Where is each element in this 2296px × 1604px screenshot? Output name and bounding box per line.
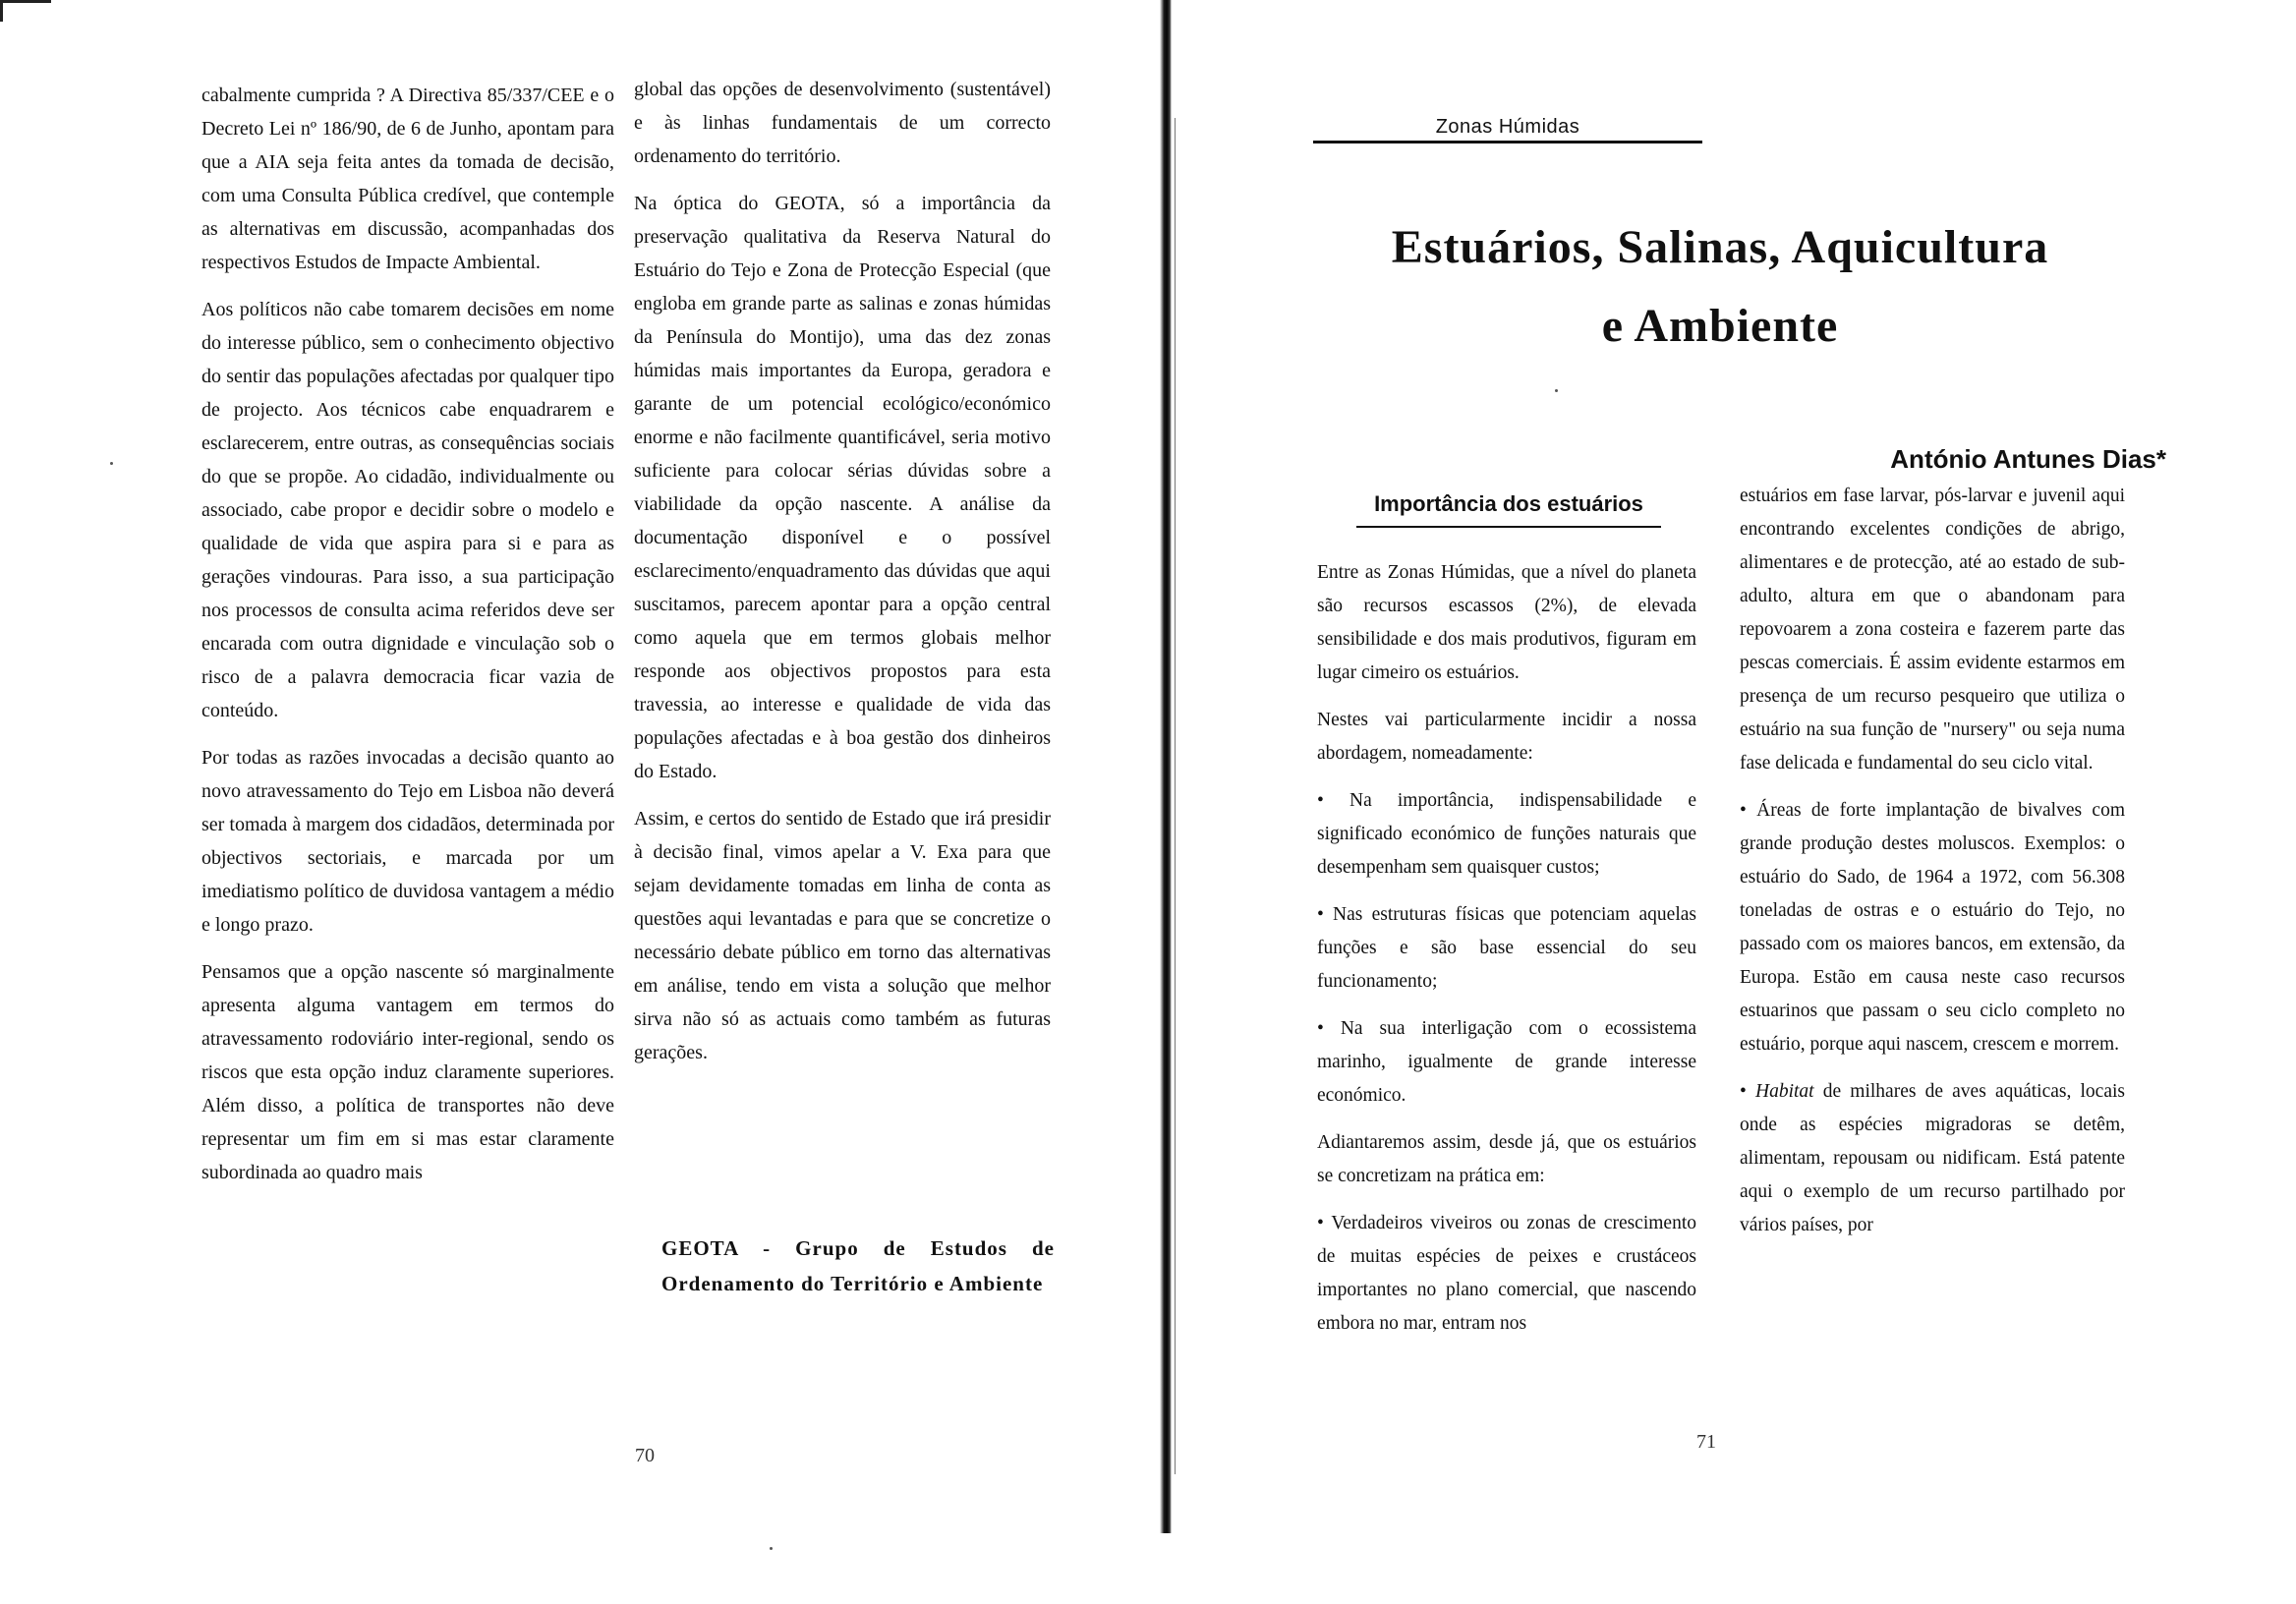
author-name: António Antunes Dias* (1890, 444, 2166, 474)
scan-speck (770, 1547, 773, 1550)
paragraph: Adiantaremos assim, desde já, que os estuários se concretizam na prática em: (1317, 1132, 1696, 1186)
left-page-column-1 (201, 79, 614, 1203)
subheading-rule (1356, 526, 1661, 528)
page-number-left: 70 (635, 1445, 655, 1466)
bullet: • (1740, 1081, 1755, 1102)
paragraph-text: de milhares de aves aquáticas, locais onde as espécies migradoras se detêm, alimentam, repousam ou nidificam. Está patente aqui o exemplo de um recurso partilhado por vários países, por (1740, 1081, 2125, 1235)
scan-speck (110, 462, 113, 465)
scan-speck (1555, 389, 1558, 392)
paragraph: estuários em fase larvar, pós-larvar e juvenil aqui encontrando excelentes condições de abrigo, alimentares e de protecção, até ao estado de sub-adulto, altura em que o abandonam para repovoarem a zona costeira e fazerem parte das pescas comerciais. É assim evidente estarmos em presença de um recurso pesqueiro que utiliza o estuário na sua função de "nursery" ou seja numa fase delicada e fundamental do seu ciclo vital. (1740, 486, 2125, 773)
paragraph: global das opções de desenvolvimento (sustentável) e às linhas fundamentais de um correcto ordenamento do território. (634, 79, 1051, 167)
book-gutter-shadow (1160, 0, 1172, 1533)
italic-term: Habitat (1754, 1081, 1814, 1102)
article-title (1307, 208, 2133, 366)
bullet-paragraph: • Verdadeiros viveiros ou zonas de crescimento de muitas espécies de peixes e crustáceos importantes no plano comercial, que nascendo embora no mar, entram nos (1317, 1213, 1696, 1334)
paragraph: Entre as Zonas Húmidas, que a nível do planeta são recursos escassos (2%), de elevada sensibilidade e dos mais produtivos, figuram em lugar cimeiro os estuários. (1317, 562, 1696, 683)
right-page-column-2 (1740, 480, 2125, 1256)
paragraph: Na óptica do GEOTA, só a importância da preservação qualitativa da Reserva Natural do Estuário do Tejo e Zona de Protecção Especial (que engloba em grande parte as salinas e zonas húmidas da Península do Montijo), uma das dez zonas húmidas mais importantes da Europa, geradora e garante de um potencial ecológico/económico enorme e não facilmente quantificável, seria motivo suficiente para colocar sérias dúvidas sobre a viabilidade da opção nascente. A análise da documentação disponível e o possível esclarecimento/enquadramento das dúvidas que aqui suscitamos, parecem apontar para a opção central como aquela que em termos globais melhor responde aos objectivos propostos para esta travessia, ao interesse e qualidade de vida das populações afectadas e à boa gestão dos dinheiros do Estado. (634, 193, 1051, 782)
crop-mark (0, 0, 51, 3)
paragraph: Aos políticos não cabe tomarem decisões em nome do interesse público, sem o conhecimento objectivo do sentir das populações afectadas por qualquer tipo de projecto. Aos técnicos cabe enquadrarem e esclarecerem, entre outras, as consequências sociais do que se propõe. Ao cidadão, individualmente ou associado, cabe propor e decidir sobre o modelo e qualidade de vida que aspira para si e para as gerações vindouras. Para isso, a sua participação nos processos de consulta acima referidos deve ser encarada com outra dignidade e vinculação sob o risco de a palavra democracia ficar vazia de conteúdo. (201, 299, 614, 721)
paragraph: cabalmente cumprida ? A Directiva 85/337/CEE e o Decreto Lei nº 186/90, de 6 de Junho, apontam para que a AIA seja feita antes da tomada de decisão, com uma Consulta Pública credível, que contemple as alternativas em discussão, acompanhadas dos respectivos Estudos de Impacte Ambiental. (201, 85, 614, 273)
subheading: Importância dos estuários (1374, 491, 1643, 516)
page-number-right: 71 (1696, 1431, 1716, 1453)
bullet-paragraph: • Nas estruturas físicas que potenciam aquelas funções e são base essencial do seu funcionamento; (1317, 904, 1696, 992)
bullet-paragraph: • Áreas de forte implantação de bivalves com grande produção destes moluscos. Exemplos: o estuário do Sado, de 1964 a 1972, com 56.308 toneladas de ostras e o estuário do Tejo, no passado com os maiores bancos, em extensão, da Europa. Estão em causa neste caso recursos estuarinos que passam o seu ciclo completo no estuário, porque aqui nascem, crescem e morrem. (1740, 800, 2125, 1055)
gutter-line (1175, 118, 1176, 1474)
section-label: Zonas Húmidas (1435, 116, 1580, 138)
right-page-column-1 (1317, 556, 1696, 1354)
paragraph: Assim, e certos do sentido de Estado que irá presidir à decisão final, vimos apelar a V. Exa para que sejam devidamente tomadas em linha de conta as questões aqui levantadas e para que se concretize o necessário debate público em torno das alternativas em análise, tendo em vista a solução que melhor sirva não só as actuais como também as futuras gerações. (634, 808, 1051, 1063)
section-rule (1313, 141, 1702, 143)
title-line-1: Estuários, Salinas, Aquicultura (1391, 221, 2049, 273)
bullet-paragraph (1740, 1075, 2125, 1242)
title-line-2: e Ambiente (1601, 300, 1839, 352)
crop-mark (0, 0, 3, 22)
bullet-paragraph: • Na importância, indispensabilidade e significado económico de funções naturais que desempenham sem quaisquer custos; (1317, 790, 1696, 878)
paragraph: Nestes vai particularmente incidir a nossa abordagem, nomeadamente: (1317, 710, 1696, 764)
signature-geota: GEOTA - Grupo de Estudos de Ordenamento do Território e Ambiente (661, 1236, 1055, 1295)
paragraph: Pensamos que a opção nascente só marginalmente apresenta alguma vantagem em termos do atravessamento rodoviário inter-regional, sendo os riscos que esta opção induz claramente superiores. Além disso, a política de transportes não deve representar um fim em si mas estar claramente subordinada ao quadro mais (201, 961, 614, 1183)
left-page-column-2 (634, 73, 1051, 1083)
paragraph: Por todas as razões invocadas a decisão quanto ao novo atravessamento do Tejo em Lisboa não deverá ser tomada à margem dos cidadãos, determinada por objectivos sectoriais, e marcada por um imediatismo político de duvidosa vantagem a médio e longo prazo. (201, 747, 614, 936)
bullet-paragraph: • Na sua interligação com o ecossistema marinho, igualmente de grande interesse económico. (1317, 1018, 1696, 1106)
